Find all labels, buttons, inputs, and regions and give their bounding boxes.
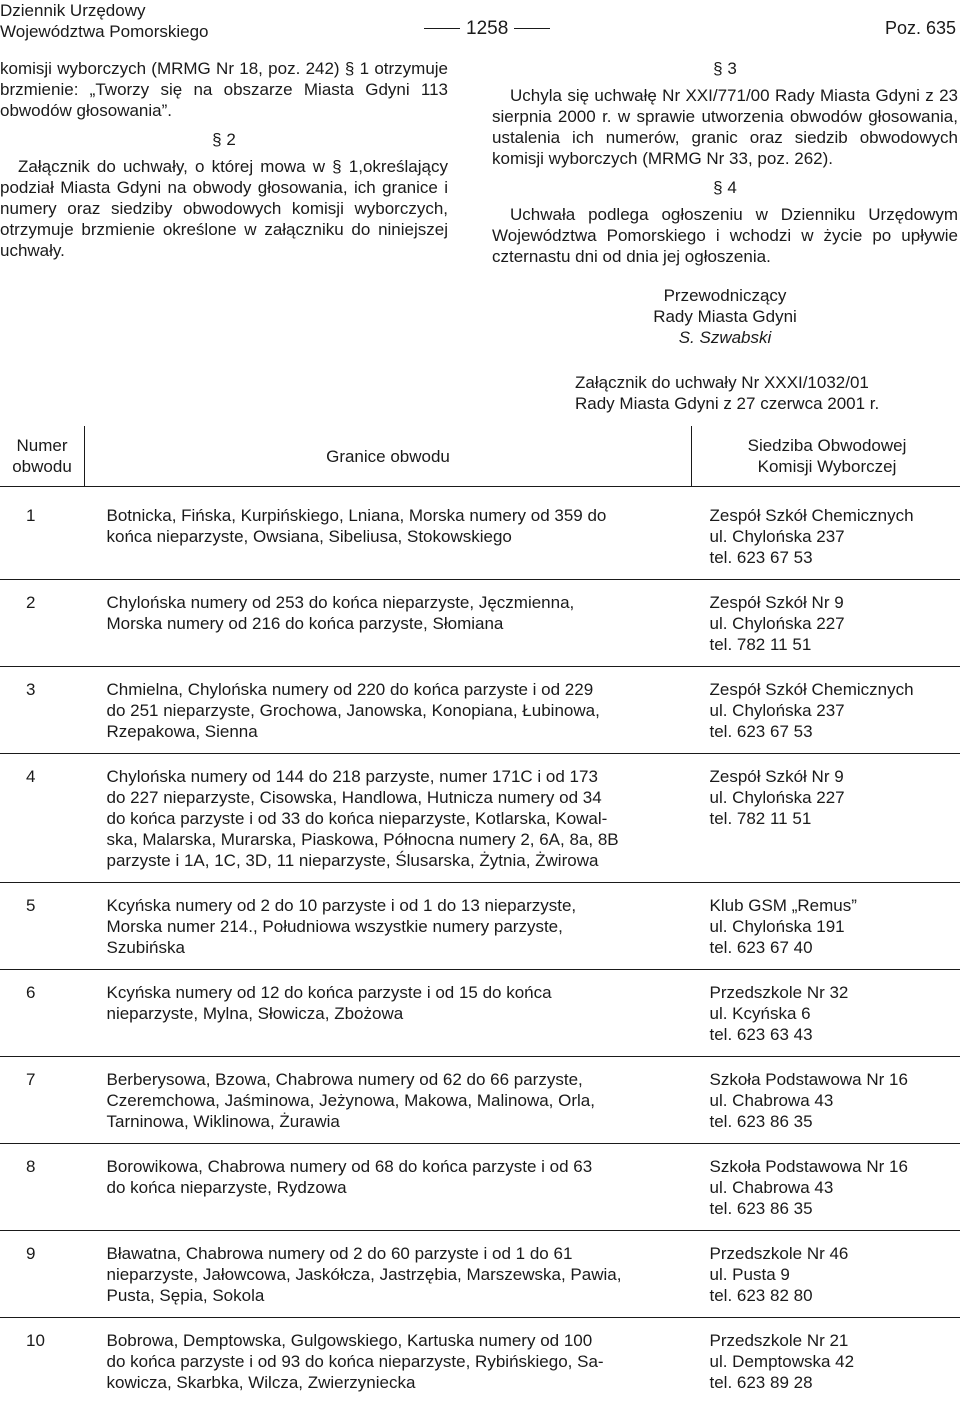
seat-line: tel. 623 67 53 — [710, 721, 960, 742]
seat-line: Przedszkole Nr 32 — [710, 982, 960, 1003]
attachment-line-2: Rady Miasta Gdyni z 27 czerwca 2001 r. — [575, 393, 955, 414]
boundaries-line: Bławatna, Chabrowa numery od 2 do 60 parzyste i od 1 do 61 — [107, 1243, 674, 1264]
signature-name: S. Szwabski — [492, 327, 958, 348]
boundaries-line: do 227 nieparzyste, Cisowska, Handlowa, Hutnicza numery od 34 — [107, 787, 674, 808]
table-header-row — [0, 426, 960, 487]
boundaries-line: końca nieparzyste, Owsiana, Sibeliusa, Stokowskiego — [107, 526, 674, 547]
seat-line: ul. Chylońska 227 — [710, 613, 960, 634]
divider — [514, 28, 550, 29]
table-body — [0, 487, 960, 1404]
left-column — [0, 58, 448, 261]
seat-line: tel. 782 11 51 — [710, 634, 960, 655]
district-boundaries — [85, 580, 692, 667]
section-4-title: § 4 — [492, 177, 958, 198]
signature-block — [492, 285, 958, 348]
page-header — [0, 0, 960, 44]
journal-title-line1: Dziennik Urzędowy — [0, 0, 209, 21]
boundaries-line: ska, Malarska, Murarska, Piaskowa, Północna numery 2, 6A, 8a, 8B — [107, 829, 674, 850]
boundaries-line: kowicza, Skarbka, Wilcza, Zwierzyniecka — [107, 1372, 674, 1393]
district-seat — [692, 1144, 960, 1231]
district-boundaries — [85, 1318, 692, 1404]
seat-line: ul. Chylońska 227 — [710, 787, 960, 808]
boundaries-line: do 251 nieparzyste, Grochowa, Janowska, Konopiana, Łubinowa, — [107, 700, 674, 721]
boundaries-line: do końca parzyste i od 93 do końca nieparzyste, Rybińskiego, Sa- — [107, 1351, 674, 1372]
seat-line: ul. Chylońska 237 — [710, 526, 960, 547]
districts-table — [0, 426, 960, 1404]
section-3-title: § 3 — [492, 58, 958, 79]
boundaries-line: Czeremchowa, Jaśminowa, Jeżynowa, Makowa, Malinowa, Orla, — [107, 1090, 674, 1111]
boundaries-line: Kcyńska numery od 12 do końca parzyste i od 15 do końca — [107, 982, 674, 1003]
table-row — [0, 1144, 960, 1231]
boundaries-line: do końca parzyste i od 33 do końca nieparzyste, Kotlarska, Kowal- — [107, 808, 674, 829]
column-header-number — [0, 426, 85, 487]
district-boundaries — [85, 1231, 692, 1318]
seat-line: ul. Pusta 9 — [710, 1264, 960, 1285]
district-number: 8 — [0, 1144, 85, 1231]
boundaries-line: Morska numery od 216 do końca parzyste, Słomiana — [107, 613, 674, 634]
district-seat — [692, 1231, 960, 1318]
column-header-boundaries: Granice obwodu — [85, 426, 692, 487]
seat-line: Przedszkole Nr 21 — [710, 1330, 960, 1351]
column-header-seat-line2: Komisji Wyborczej — [692, 456, 960, 477]
position-label: Poz. 635 — [885, 18, 956, 39]
boundaries-line: Berberysowa, Bzowa, Chabrowa numery od 62 do 66 parzyste, — [107, 1069, 674, 1090]
district-number: 2 — [0, 580, 85, 667]
seat-line: ul. Chabrowa 43 — [710, 1177, 960, 1198]
seat-line: Zespół Szkół Chemicznych — [710, 505, 960, 526]
table-row — [0, 667, 960, 754]
seat-line: tel. 623 67 40 — [710, 937, 960, 958]
table-row — [0, 1231, 960, 1318]
seat-line: Szkoła Podstawowa Nr 16 — [710, 1069, 960, 1090]
seat-line: tel. 623 63 43 — [710, 1024, 960, 1045]
table-row — [0, 970, 960, 1057]
seat-line: Zespół Szkół Nr 9 — [710, 592, 960, 613]
district-boundaries — [85, 1057, 692, 1144]
seat-line: tel. 623 89 28 — [710, 1372, 960, 1393]
district-boundaries — [85, 754, 692, 883]
district-boundaries — [85, 883, 692, 970]
district-number: 5 — [0, 883, 85, 970]
attachment-heading — [575, 372, 955, 414]
district-boundaries — [85, 667, 692, 754]
boundaries-line: Chmielna, Chylońska numery od 220 do końca parzyste i od 229 — [107, 679, 674, 700]
seat-line: ul. Chylońska 191 — [710, 916, 960, 937]
district-seat — [692, 487, 960, 580]
district-number: 1 — [0, 487, 85, 580]
district-number: 6 — [0, 970, 85, 1057]
district-number: 7 — [0, 1057, 85, 1144]
district-boundaries — [85, 970, 692, 1057]
table-row — [0, 1057, 960, 1144]
table-row — [0, 1318, 960, 1404]
divider — [424, 28, 460, 29]
table-row — [0, 487, 960, 580]
seat-line: ul. Chabrowa 43 — [710, 1090, 960, 1111]
signature-title-2: Rady Miasta Gdyni — [492, 306, 958, 327]
district-number: 3 — [0, 667, 85, 754]
section-2-title: § 2 — [0, 129, 448, 150]
boundaries-line: Rzepakowa, Sienna — [107, 721, 674, 742]
column-header-seat — [692, 426, 960, 487]
right-column — [492, 58, 958, 348]
boundaries-line: Pusta, Sępia, Sokola — [107, 1285, 674, 1306]
seat-line: tel. 623 82 80 — [710, 1285, 960, 1306]
district-seat — [692, 1057, 960, 1144]
page-number — [418, 18, 556, 39]
boundaries-line: nieparzyste, Jałowcowa, Jaskółcza, Jastrzębia, Marszewska, Pawia, — [107, 1264, 674, 1285]
signature-title-1: Przewodniczący — [492, 285, 958, 306]
boundaries-line: Morska numer 214., Południowa wszystkie numery parzyste, — [107, 916, 674, 937]
boundaries-line: Kcyńska numery od 2 do 10 parzyste i od 1 do 13 nieparzyste, — [107, 895, 674, 916]
seat-line: ul. Kcyńska 6 — [710, 1003, 960, 1024]
seat-line: ul. Demptowska 42 — [710, 1351, 960, 1372]
table-row — [0, 754, 960, 883]
boundaries-line: nieparzyste, Mylna, Słowicza, Zbożowa — [107, 1003, 674, 1024]
table-row — [0, 883, 960, 970]
seat-line: tel. 623 86 35 — [710, 1198, 960, 1219]
boundaries-line: Bobrowa, Demptowska, Gulgowskiego, Kartuska numery od 100 — [107, 1330, 674, 1351]
boundaries-line: Tarninowa, Wiklinowa, Żurawia — [107, 1111, 674, 1132]
column-header-number-line1: Numer — [0, 435, 84, 456]
boundaries-line: Borowikowa, Chabrowa numery od 68 do końca parzyste i od 63 — [107, 1156, 674, 1177]
district-number: 9 — [0, 1231, 85, 1318]
journal-title — [0, 0, 209, 42]
seat-line: Przedszkole Nr 46 — [710, 1243, 960, 1264]
district-boundaries — [85, 487, 692, 580]
section-3-text: Uchyla się uchwałę Nr XXI/771/00 Rady Miasta Gdyni z 23 sierpnia 2000 r. w sprawie utworzenia obwodów głosowania, ustalenia ich numerów, granic oraz siedzib obwodowych komisji wyborczych (MRMG Nr 33, poz. 262). — [492, 85, 958, 169]
seat-line: tel. 623 86 35 — [710, 1111, 960, 1132]
district-seat — [692, 580, 960, 667]
district-seat — [692, 970, 960, 1057]
district-seat — [692, 667, 960, 754]
district-number: 4 — [0, 754, 85, 883]
table-row — [0, 580, 960, 667]
boundaries-line: Botnicka, Fińska, Kurpińskiego, Lniana, Morska numery od 359 do — [107, 505, 674, 526]
boundaries-line: Chylońska numery od 253 do końca nieparzyste, Jęczmienna, — [107, 592, 674, 613]
attachment-line-1: Załącznik do uchwały Nr XXXI/1032/01 — [575, 372, 955, 393]
seat-line: Klub GSM „Remus” — [710, 895, 960, 916]
section-4-text: Uchwała podlega ogłoszeniu w Dzienniku Urzędowym Województwa Pomorskiego i wchodzi w życie po upływie czternastu dni od dnia jej ogłoszenia. — [492, 204, 958, 267]
journal-title-line2: Województwa Pomorskiego — [0, 21, 209, 42]
seat-line: tel. 782 11 51 — [710, 808, 960, 829]
seat-line: Szkoła Podstawowa Nr 16 — [710, 1156, 960, 1177]
district-boundaries — [85, 1144, 692, 1231]
district-number: 10 — [0, 1318, 85, 1404]
seat-line: Zespół Szkół Chemicznych — [710, 679, 960, 700]
page-number-value: 1258 — [466, 18, 508, 39]
seat-line: Zespół Szkół Nr 9 — [710, 766, 960, 787]
section-2-text: Załącznik do uchwały, o której mowa w § 1,określający podział Miasta Gdyni na obwody głosowania, ich granice i numery oraz siedziby obwodowych komisji wyborczych, otrzymuje brzmienie określone w załączniku do niniejszej uchwały. — [0, 156, 448, 261]
boundaries-line: parzyste i 1A, 1C, 3D, 11 nieparzyste, Ślusarska, Żytnia, Żwirowa — [107, 850, 674, 871]
boundaries-line: Chylońska numery od 144 do 218 parzyste, numer 171C i od 173 — [107, 766, 674, 787]
seat-line: tel. 623 67 53 — [710, 547, 960, 568]
boundaries-line: do końca nieparzyste, Rydzowa — [107, 1177, 674, 1198]
district-seat — [692, 1318, 960, 1404]
column-header-seat-line1: Siedziba Obwodowej — [692, 435, 960, 456]
column-header-number-line2: obwodu — [0, 456, 84, 477]
boundaries-line: Szubińska — [107, 937, 674, 958]
district-seat — [692, 754, 960, 883]
intro-paragraph: komisji wyborczych (MRMG Nr 18, poz. 242) § 1 otrzymuje brzmienie: „Tworzy się na obszarze Miasta Gdyni 113 obwodów głosowania”. — [0, 58, 448, 121]
seat-line: ul. Chylońska 237 — [710, 700, 960, 721]
district-seat — [692, 883, 960, 970]
